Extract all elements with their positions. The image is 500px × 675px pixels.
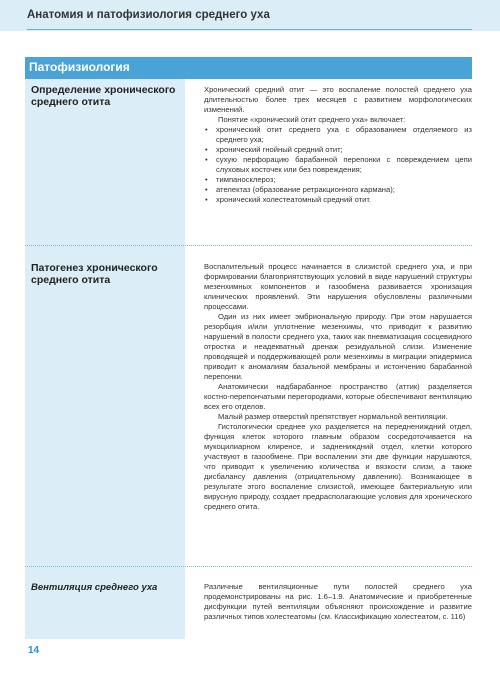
definition-heading: Определение хронического среднего отита: [31, 84, 176, 108]
pathogenesis-paragraph: Малый размер отверстий препятствует нормальной вентиляции.: [218, 412, 448, 421]
list-item: • хронический гнойный средний отит;: [216, 145, 472, 155]
definition-list: [204, 125, 472, 205]
list-item: • хронический холестеатомный средний отит.: [216, 195, 472, 205]
sidebar-panel: [25, 57, 185, 639]
pathogenesis-body: [204, 262, 472, 512]
list-item: • ателектаз (образование ретракционного кармана);: [216, 185, 472, 195]
definition-intro: Хронический средний отит — это воспаление полостей среднего уха длительностью более трех месяцев с развитием морфологических изменений.: [204, 85, 472, 114]
pathogenesis-heading: Патогенез хронического среднего отита: [31, 262, 158, 286]
pathogenesis-paragraph: Один из них имеет эмбриональную природу. При этом нарушается резорбция и/или уплотнение мезенхимы, что приводит к развитию нарушений в полости среднего уха, таких как пневматизация сосцевидного отростка и неадекватный дренаж резидуальной слизи. Изменение проводящей и поддерживающей роли мезенхимы в миграции эпидермиса приводит к аномалиям базальной мембраны и истончению барабанной перепонки.: [204, 312, 472, 381]
definition-body: [204, 85, 472, 205]
pathogenesis-paragraph: Воспалительный процесс начинается в слизистой среднего уха, и при формировании благоприятствующих условий в виде нарушений структуры мезенхимных компонентов и газообмена развивается хронизация клинических проявлений. Эти нарушения обусловлены различными процессами.: [204, 262, 472, 311]
ventilation-heading: Вентиляция среднего уха: [31, 582, 158, 593]
pathogenesis-paragraph: Анатомически надбарабанное пространство (аттик) разделяется костно-перепончатыми перегородками, которые обеспечивают вентиляцию всех его отделов.: [204, 382, 472, 411]
header-rule: [27, 29, 472, 30]
row-divider: [25, 566, 472, 567]
pathogenesis-paragraph: Гистологически среднее ухо разделяется на переднениждний отдел, функция клеток которого главным образом сосредоточивается на мукоцилиарном клиренсе, и заднениждний отдел, клетки которого участвуют в газообмене. При воспалении эти две функции нарушаются, что приводит к увеличению количества и вязкости слизи, а также дисбалансу давления (отрицательному давлению). Возникающее в результате этого воспаление слизистой, имеющее бактериальную или вирусную природу, создает предрасполагающие условия для хронического среднего отита.: [204, 422, 472, 511]
ventilation-paragraph: Различные вентиляционные пути полостей среднего уха продемонстрированы на рис. 1.6–1.9. Анатомические и приобретенные дисфункции путей вентиляции объясняют происхождение и развитие различных типов холестеатомы (см. Классификацию холестеатом, с. 116): [204, 582, 472, 621]
row-divider: [25, 245, 472, 246]
list-item: • хронический отит среднего уха с образованием отделяемого из среднего уха;: [216, 125, 472, 145]
list-item: • сухую перфорацию барабанной перепонки с повреждением цепи слуховых косточек или без повреждения;: [216, 155, 472, 175]
page-number: 14: [28, 645, 40, 656]
list-item: • тимпаносклероз;: [216, 175, 472, 185]
ventilation-body: [204, 582, 472, 622]
section-title: Патофизиология: [29, 60, 130, 74]
running-header-title: Анатомия и патофизиология среднего уха: [27, 9, 270, 21]
definition-lead: Понятие «хронический отит среднего уха» включает:: [218, 115, 406, 124]
